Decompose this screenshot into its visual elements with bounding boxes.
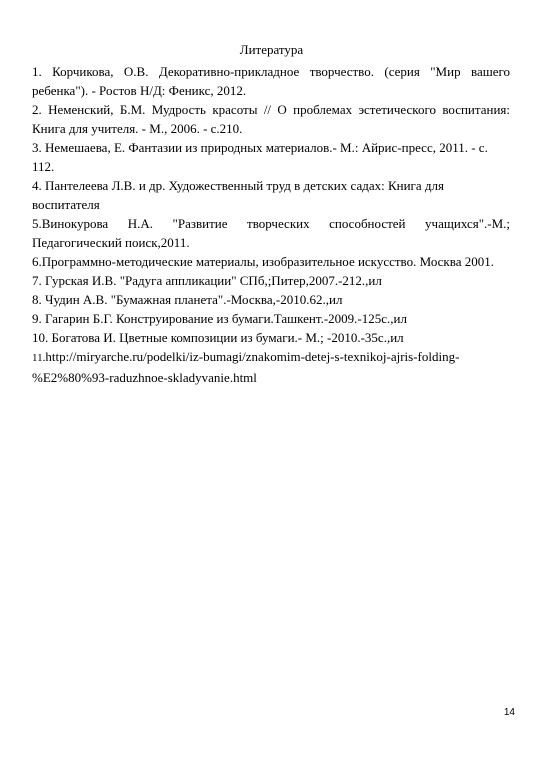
reference-item: [32, 62, 510, 100]
reference-line: 5.Винокурова Н.А. "Развитие творческих способностей учащихся".-М.;: [32, 216, 510, 231]
page-number: 14: [503, 707, 515, 718]
reference-item: [32, 214, 510, 252]
reference-item: 6.Программно-методические материалы, изобразительное искусство. Москва 2001.: [32, 254, 494, 269]
reference-line: Книга для учителя. - М., 2006. - с.210.: [32, 121, 243, 136]
reference-item: 8. Чудин А.В. "Бумажная планета".-Москва,-2010.62.,ил: [32, 292, 343, 307]
reference-item: 4. Пантелеева Л.В. и др. Художественный труд в детских садах: Книга для воспитателя: [32, 178, 444, 212]
reference-line: 1. Корчикова, О.В. Декоративно-прикладное творчество. (серия "Мир вашего: [32, 64, 510, 79]
page-title: Литература: [239, 42, 304, 57]
reference-item: 7. Гурская И.В. "Радуга аппликации" СПб,;Питер,2007.-212.,ил: [32, 273, 382, 288]
reference-item: [32, 100, 510, 138]
reference-link[interactable]: http://miryarche.ru/podelki/iz-bumagi/znakomim-detej-s-texnikoj-ajris-folding-: [45, 349, 460, 364]
reference-line: Педагогический поиск,2011.: [32, 235, 190, 250]
reference-line: 2. Неменский, Б.М. Мудрость красоты // О проблемах эстетического воспитания:: [32, 102, 510, 117]
reference-line: ребенка"). - Ростов Н/Д: Феникс, 2012.: [32, 83, 247, 98]
reference-list: [32, 62, 510, 387]
reference-line[interactable]: %E2%80%93-raduzhnoe-skladyvanie.html: [32, 370, 257, 385]
reference-item: 3. Немешаева, Е. Фантазии из природных материалов.- М.: Айрис-пресс, 2011. - с. 112.: [32, 140, 488, 174]
reference-item: [32, 347, 510, 387]
reference-item: 10. Богатова И. Цветные композиции из бумаги.- М.; -2010.-35с.,ил: [32, 330, 404, 345]
reference-item: 9. Гагарин Б.Г. Конструирование из бумаги.Ташкент.-2009.-125с.,ил: [32, 311, 407, 326]
reference-line: [32, 347, 510, 368]
reference-number: 11.: [32, 352, 46, 364]
